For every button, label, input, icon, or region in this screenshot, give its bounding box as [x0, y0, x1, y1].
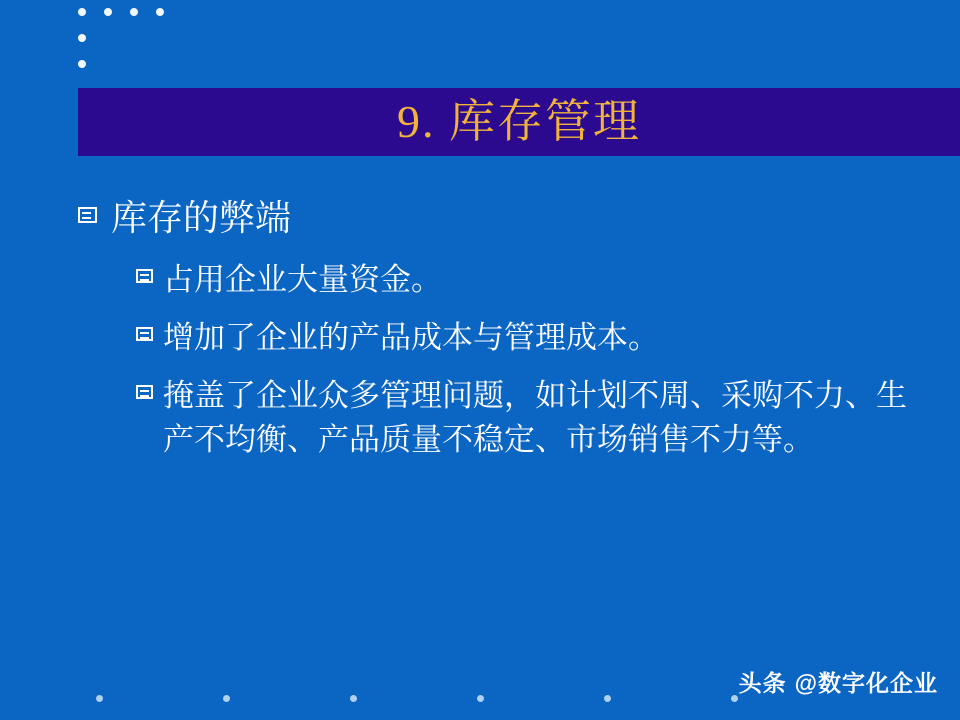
dot [78, 8, 86, 16]
dot [104, 8, 112, 16]
list-item [136, 374, 928, 462]
dot [477, 695, 484, 702]
list-item [136, 258, 928, 302]
bullet-level1-label: 库存的弊端 [111, 197, 292, 238]
dot [96, 695, 103, 702]
dot [350, 695, 357, 702]
slide-title: 9. 库存管理 [397, 96, 641, 147]
list-item-label: 占用企业大量资金。 [163, 262, 442, 297]
bullet-marker-icon [136, 327, 153, 346]
list-item [136, 316, 928, 360]
dot [223, 695, 230, 702]
decorative-dot-row [104, 8, 182, 18]
dot [78, 34, 86, 42]
watermark-account: @数字化企业 [794, 670, 938, 696]
watermark [739, 665, 938, 698]
watermark-brand: 头条 [738, 670, 787, 696]
slide-body [78, 195, 928, 476]
dot [604, 695, 611, 702]
bullet-level1 [78, 195, 928, 240]
dot [78, 60, 86, 68]
dot [130, 8, 138, 16]
decorative-dot-column [78, 8, 88, 86]
list-item-label: 掩盖了企业众多管理问题，如计划不周、采购不力、生产不均衡、产品质量不稳定、市场销售不力等。 [163, 378, 907, 458]
slide-title-band [78, 88, 960, 156]
list-item-label: 增加了企业的产品成本与管理成本。 [163, 320, 659, 356]
bullet-marker-icon [136, 385, 153, 404]
bullet-level2-list [78, 258, 928, 462]
bullet-marker-icon [136, 269, 153, 288]
dot [731, 695, 738, 702]
dot [156, 8, 164, 16]
bullet-marker-icon [78, 207, 97, 228]
